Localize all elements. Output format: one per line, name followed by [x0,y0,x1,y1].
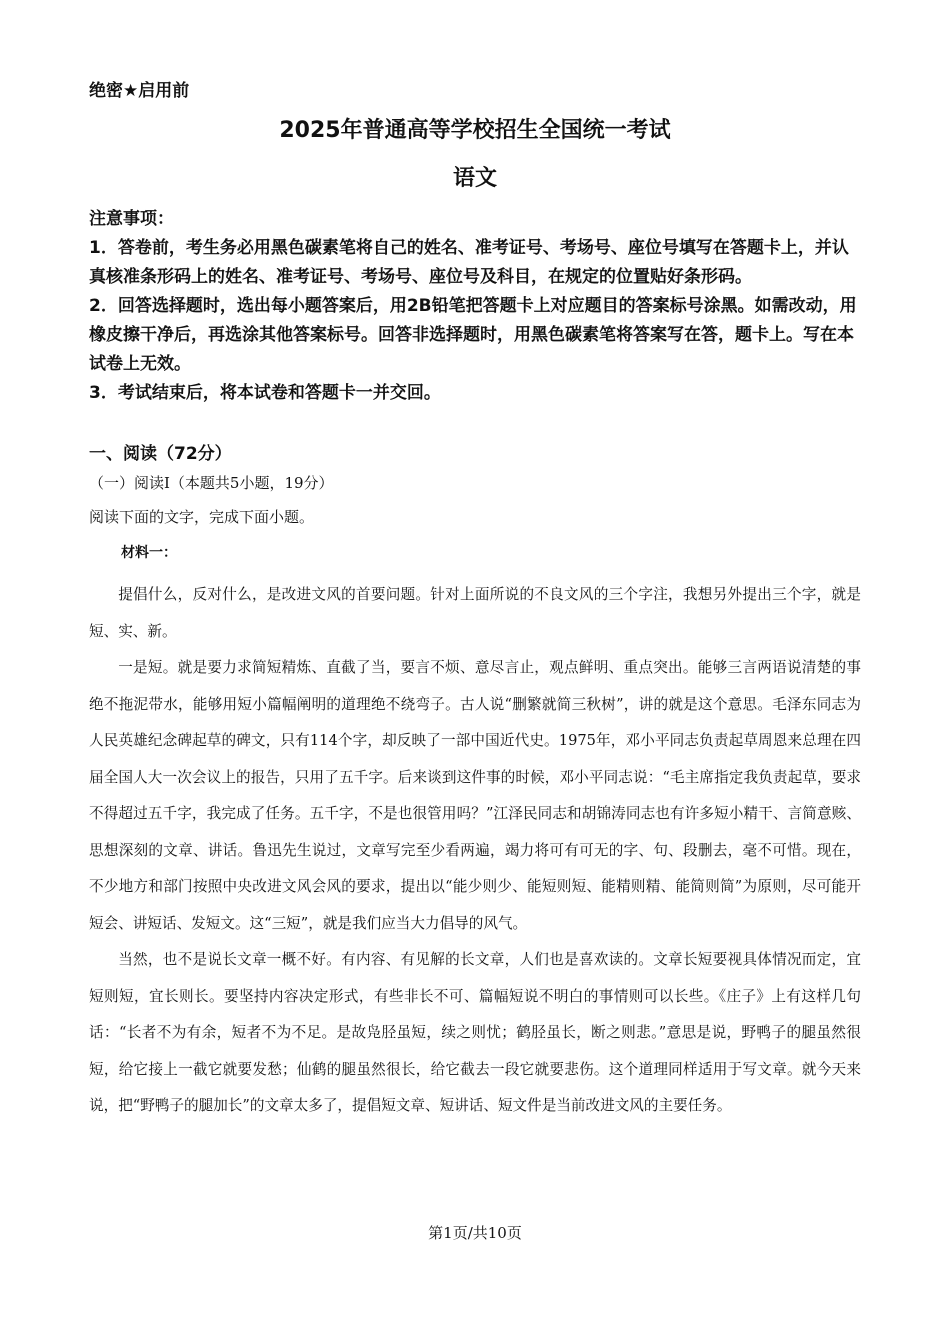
note-item-1: 1．答卷前，考生务必用黑色碳素笔将自己的姓名、准考证号、考场号、座位号填写在答题卡上，并认真核准条形码上的姓名、准考证号、考场号、座位号及科目，在规定的位置贴好条形码。 [89,238,849,287]
notes-heading: 注意事项： [89,209,174,229]
exam-title: 2025年普通高等学校招生全国统一考试 [279,118,671,143]
paragraph-2: 一是短。就是要力求简短精炼、直截了当，要言不烦、意尽言止，观点鲜明、重点突出。能够三言两语说清楚的事绝不拖泥带水，能够用短小篇幅阐明的道理绝不绕弯子。古人说“删繁就简三秋树”，讲的就是这个意思。毛泽东同志为人民英雄纪念碑起草的碑文，只有114个字，却反映了一部中国近代史。1975年，邓小平同志负责起草周恩来总理在四届全国人大一次会议上的报告，只用了五千字。后来谈到这件事的时候，邓小平同志说：“毛主席指定我负责起草，要求不得超过五千字，我完成了任务。五千字，不是也很管用吗？”江泽民同志和胡锦涛同志也有许多短小精干、言简意赅、思想深刻的文章、讲话。鲁迅先生说过，文章写完至少看两遍，竭力将可有可无的字、句、段删去，毫不可惜。现在，不少地方和部门按照中央改进文风会风的要求，提出以“能少则少、能短则短、能精则精、能简则简”为原则，尽可能开短会、讲短话、发短文。这“三短”，就是我们应当大力倡导的风气。 [89,659,861,932]
note-item-2: 2．回答选择题时，选出每小题答案后，用2B铅笔把答题卡上对应题目的答案标号涂黑。如需改动，用橡皮擦干净后，再选涂其他答案标号。回答非选择题时，用黑色碳素笔将答案写在答，题卡上。写在本试卷上无效。 [89,296,857,374]
note-item-3: 3．考试结束后，将本试卷和答题卡一并交回。 [89,383,441,403]
subject-title: 语文 [452,166,497,191]
page-number: 第1页/共10页 [428,1224,522,1242]
section-subtitle: （一）阅读I（本题共5小题，19分） [89,474,334,492]
section-instruction: 阅读下面的文字，完成下面小题。 [89,508,315,526]
paragraph-3: 当然，也不是说长文章一概不好。有内容、有见解的长文章，人们也是喜欢读的。文章长短要视具体情况而定，宜短则短，宜长则长。要坚持内容决定形式，有些非长不可、篇幅短说不明白的事情则可以长些。《庄子》上有这样几句话：“长者不为有余，短者不为不足。是故凫胫虽短，续之则忧；鹤胫虽长，断之则悲。”意思是说，野鸭子的腿虽然很短，给它接上一截它就要发愁；仙鹤的腿虽然很长，给它截去一段它就要悲伤。这个道理同样适用于写文章。就今天来说，把“野鸭子的腿加长”的文章太多了，提倡短文章、短讲话、短文件是当前改进文风的主要任务。 [89,951,861,1114]
section-title: 一、阅读（72分） [89,444,232,464]
secret-label: 绝密★启用前 [89,81,190,101]
material-label: 材料一： [121,545,177,561]
passage-body [89,577,861,1125]
notes-section [89,205,864,408]
paragraph-1: 提倡什么，反对什么，是改进文风的首要问题。针对上面所说的不良文风的三个字注，我想另外提出三个字，就是短、实、新。 [89,586,861,640]
